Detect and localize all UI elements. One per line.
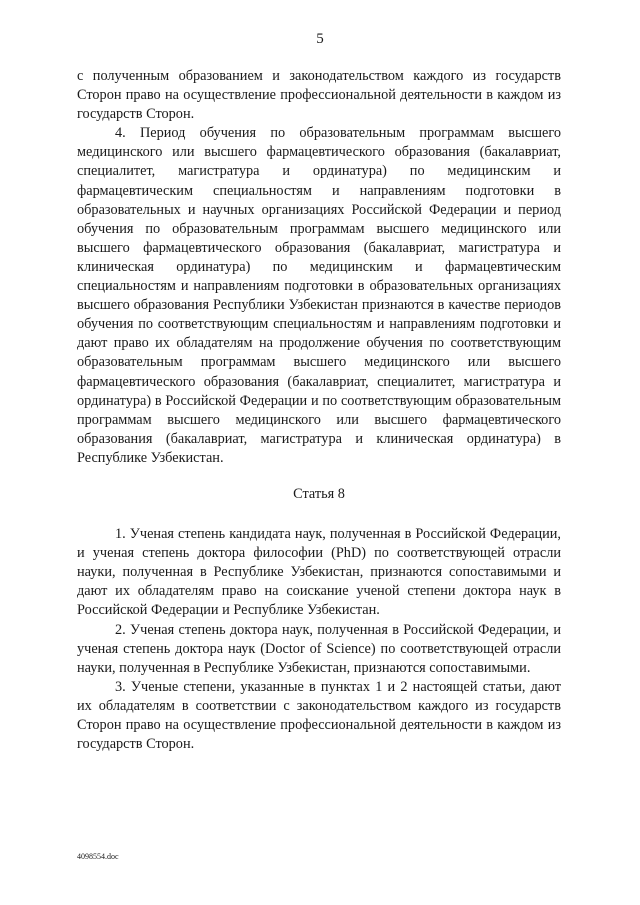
article-8-point-1: 1. Ученая степень кандидата наук, полученная в Российской Федерации, и ученая степень доктора философии (PhD) по соответствующей отрасли науки, полученная в Республике Узбекистан, признаются сопоставимыми и дают их обладателям право на соискание ученой степени доктора наук в Российской Федерации и Республике Узбекистан. <box>77 526 561 619</box>
article-8-point-2: 2. Ученая степень доктора наук, полученная в Российской Федерации, и ученая степень доктора наук (Doctor of Science) по соответствующей отрасли науки, полученная в Республике Узбекистан, признаются сопоставимыми. <box>77 621 561 676</box>
point-4-paragraph: 4. Период обучения по образовательным программам высшего медицинского или высшего фармацевтического образования (бакалавриат, специалитет, магистратура и ординатура) по медицинским и фармацевтическим специальностям и направлениям подготовки в образовательных и научных организациях Российской Федерации и период обучения по образовательным программам высшего медицинского или высшего фармацевтического образования (бакалавриат, магистратура и клиническая ординатура) по медицинским и фармацевтическим специальностям и направлениям подготовки в образовательных организациях высшего образования Республики Узбекистан признаются в качестве периодов обучения по соответствующим специальностям и направлениям подготовки и дают право их обладателям на продолжение обучения по соответствующим образовательным программам высшего медицинского или высшего фармацевтического образования (бакалавриат, специалитет, магистратура и ординатура) в Российской Федерации и по соответствующим образовательным программам высшего медицинского или высшего фармацевтического образования (бакалавриат, магистратура и клиническая ординатура) в Республике Узбекистан. <box>77 125 561 466</box>
continuation-paragraph: с полученным образованием и законодательством каждого из государств Сторон право на осуществление профессиональной деятельности в каждом из государств Сторон. <box>77 68 561 123</box>
footer-filename: 4098554.doc <box>77 852 119 861</box>
document-body <box>77 67 561 754</box>
page-number: 5 <box>316 31 324 47</box>
article-8-heading: Статья 8 <box>293 485 345 502</box>
article-8-point-3: 3. Ученые степени, указанные в пунктах 1 и 2 настоящей статьи, дают их обладателям в соответствии с законодательством каждого из государств Сторон право на осуществление профессиональной деятельности в каждом из государств Сторон. <box>77 678 561 753</box>
